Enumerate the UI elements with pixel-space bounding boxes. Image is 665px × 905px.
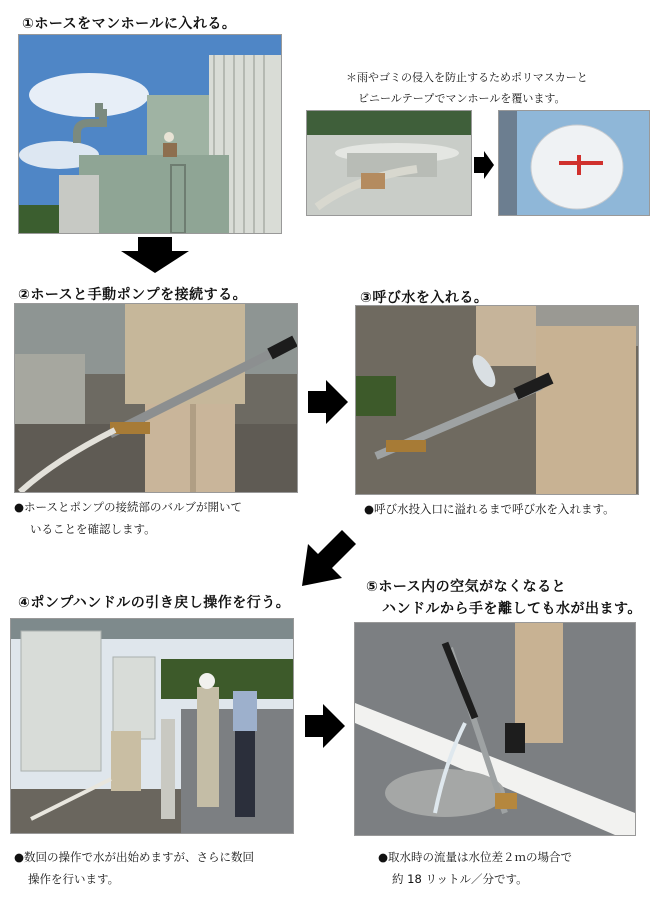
photo-water-flowing [354, 622, 636, 836]
photo-pump-operation [10, 618, 294, 834]
step5-note-line1: ●取水時の流量は水位差２ｍの場合で [378, 850, 573, 864]
right-arrow-4-5 [305, 704, 345, 748]
right-arrow-2-3 [308, 380, 348, 424]
photo-priming-water [355, 305, 639, 495]
step5-title-line2: ハンドルから手を離しても水が出ます。 [382, 601, 642, 617]
step4-note-line1: ●数回の操作で水が出始めますが、さらに数回 [14, 850, 255, 864]
photo-manhole-tank [18, 34, 282, 234]
step3-note: ●呼び水投入口に溢れるまで呼び水を入れます。 [364, 502, 615, 516]
step2-note-line1: ●ホースとポンプの接続部のバルブが開いて [14, 500, 242, 514]
step3-title: ③呼び水を入れる。 [360, 290, 489, 306]
down-left-arrow-3-4 [302, 530, 356, 588]
down-arrow [121, 237, 189, 273]
step5-title-line1: ⑤ホース内の空気がなくなると [366, 579, 567, 595]
photo-manhole-open [306, 110, 472, 216]
step1-title: ①ホースをマンホールに入れる。 [22, 16, 237, 32]
cover-note-line1: ＊雨やゴミの侵入を防止するためポリマスカーと [346, 71, 588, 84]
cover-note-line2: ビニールテープでマンホールを覆います。 [358, 92, 566, 105]
photo-manhole-covered [498, 110, 650, 216]
step5-note-line2: 約 18 リットル／分です。 [392, 872, 528, 886]
step4-title: ④ポンプハンドルの引き戻し操作を行う。 [18, 595, 291, 611]
photo-pump-connection [14, 303, 298, 493]
right-arrow-small [474, 151, 494, 179]
step2-note-line2: いることを確認します。 [30, 522, 156, 536]
step4-note-line2: 操作を行います。 [28, 872, 120, 886]
step2-title: ②ホースと手動ポンプを接続する。 [18, 287, 248, 303]
